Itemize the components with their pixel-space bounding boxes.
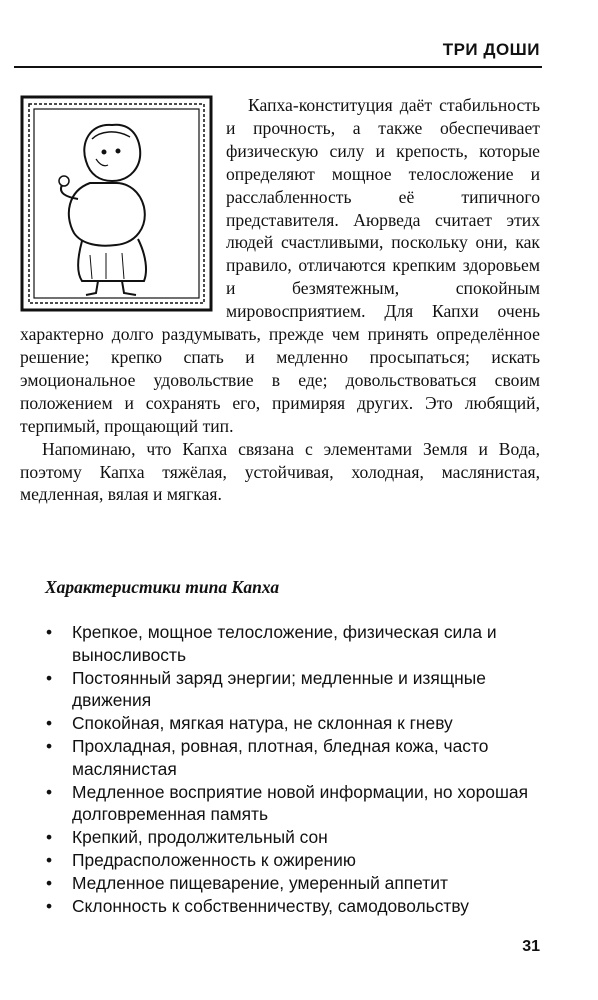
bullet-icon: • [45, 895, 53, 916]
paragraph-kapha-description: Капха-конституция даёт стабильность и прочность, а также обеспечивает физическую силу и крепость, которые определяют мощное телосложение и расслабленность её типичного представителя. Аюрведа считает этих людей счастливыми, поскольку они, как правило, отличаются крепким здоровьем и безмятежным, спокойным мировосприятием. Для Капхи очень характерно долго раздумывать, прежде чем принять определённое решение; крепко спать и медленно просыпаться; искать эмоциональное удовольствие в еде; довольствоваться своим положением и сохранять его, примиряя других. Это любящий, терпимый, прощающий тип. [20, 95, 540, 436]
list-item [42, 712, 542, 735]
bullet-icon: • [45, 713, 53, 734]
list-item-text: Медленное восприятие новой информации, но хорошая долговременная память [72, 781, 528, 825]
list-item-text: Прохладная, ровная, плотная, бледная кожа, часто маслянистая [72, 735, 489, 779]
list-item [42, 826, 542, 849]
list-item-text: Медленное пищеварение, умеренный аппетит [72, 872, 448, 893]
main-text [20, 94, 540, 506]
list-item [42, 621, 542, 667]
list-item-text: Крепкий, продолжительный сон [72, 827, 328, 848]
list-item [42, 781, 542, 827]
list-item [42, 872, 542, 895]
characteristics-list [42, 621, 542, 917]
list-item [42, 895, 542, 918]
list-item [42, 735, 542, 781]
list-item-text: Постоянный заряд энергии; медленные и изящные движения [72, 667, 486, 711]
bullet-icon: • [45, 735, 53, 756]
list-item [42, 849, 542, 872]
bullet-icon: • [45, 849, 53, 870]
list-item-text: Спокойная, мягкая натура, не склонная к гневу [72, 713, 453, 734]
bullet-icon: • [45, 872, 53, 893]
paragraph-kapha-elements: Напоминаю, что Капха связана с элементами Земля и Вода, поэтому Капха тяжёлая, устойчивая, холодная, маслянистая, медленная, вялая и мягкая. [20, 438, 540, 505]
list-item-text: Предрасположенность к ожирению [72, 849, 356, 870]
running-header-title: ТРИ ДОШИ [442, 40, 540, 59]
bullet-icon: • [45, 827, 53, 848]
list-item [42, 667, 542, 713]
section-title: Характеристики типа Капха [45, 577, 280, 597]
bullet-icon: • [45, 667, 53, 688]
bullet-icon: • [45, 781, 53, 802]
list-item-text: Крепкое, мощное телосложение, физическая сила и выносливость [72, 622, 497, 665]
page-number: 31 [522, 938, 540, 955]
illustration-spacer [20, 94, 226, 320]
bullet-icon: • [45, 622, 53, 642]
list-item-text: Склонность к собственничеству, самодовольству [72, 895, 469, 916]
header-rule [14, 66, 542, 68]
